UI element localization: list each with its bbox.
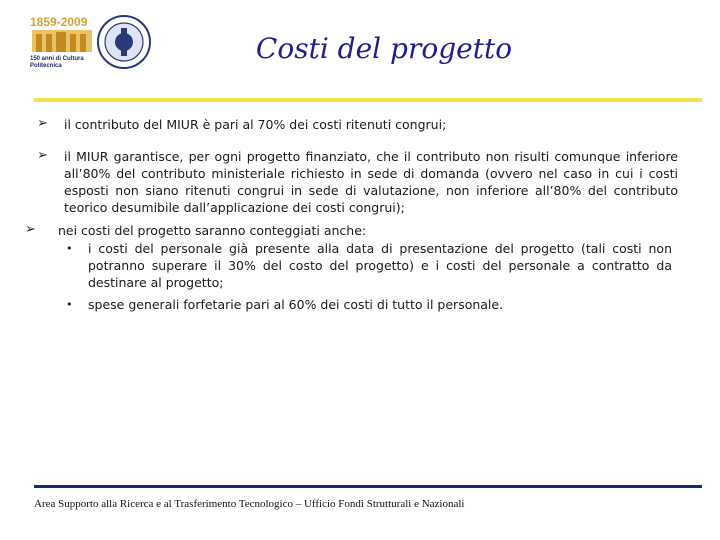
sub-bullet-text: spese generali forfetarie pari al 60% dei costi di tutto il personale. [88, 297, 504, 312]
arrow-bullet-icon: ➢ [25, 222, 36, 237]
arrow-bullet-icon: ➢ [37, 148, 48, 163]
sub-bullet-text: i costi del personale già presente alla data di presentazione del progetto (tali costi non potranno superare il 30% del costo del progetto) e i costi del personale a contratto da destinare al progetto; [88, 241, 672, 290]
bullet-text: il MIUR garantisce, per ogni progetto finanziato, che il contributo non risulti comunque inferiore all’80% del contributo ministeriale richiesto in sede di domanda (ovvero nel caso in cui i costi esposti non siano ritenuti congrui in sede di valutazione, non inferiore all’80% del contributo teorico desumibile dall’applicazione dei costi congrui); [64, 149, 678, 215]
logo-caption-2: Politecnica [30, 63, 62, 69]
logo-years-text: 1859-2009 [30, 15, 88, 29]
dot-bullet-icon: • [66, 298, 73, 311]
page-title: Costi del progetto [255, 32, 513, 65]
footer-divider [34, 485, 702, 488]
bullet-text: nei costi del progetto saranno conteggiati anche: [58, 223, 367, 238]
dot-bullet-icon: • [66, 242, 73, 255]
title-divider [34, 98, 702, 102]
arrow-bullet-icon: ➢ [37, 116, 48, 131]
footer-text: Area Supporto alla Ricerca e al Trasferimento Tecnologico – Ufficio Fondi Strutturali e Nazionali [34, 498, 465, 510]
bullet-text: il contributo del MIUR è pari al 70% dei costi ritenuti congrui; [64, 117, 447, 132]
logo-caption-1: 150 anni di Cultura [30, 56, 84, 62]
